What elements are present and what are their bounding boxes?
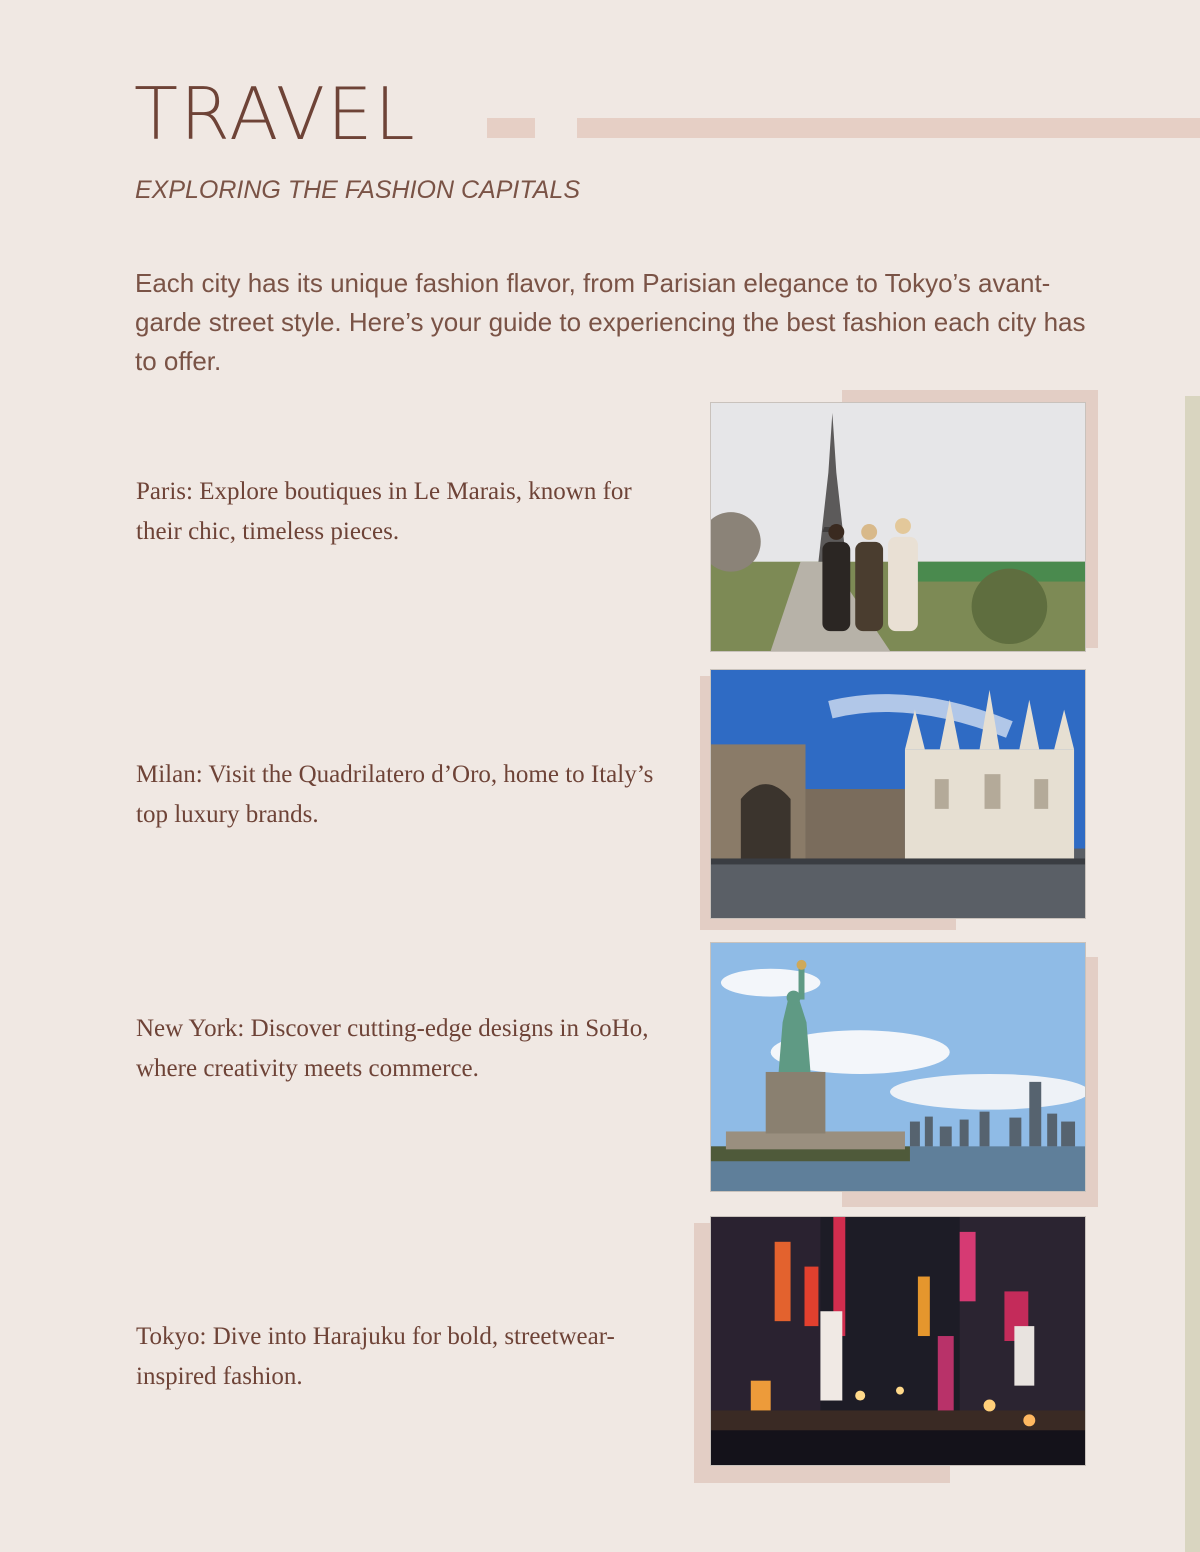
intro-paragraph: Each city has its unique fashion flavor, from Parisian elegance to Tokyo’s avant-garde street style. Here’s your guide to experiencing the best fashion each city has to offer. <box>135 268 1086 376</box>
city-text-milan: Milan: Visit the Quadrilatero d’Oro, home to Italy’s top luxury brands. <box>136 761 654 828</box>
city-text-new-york: New York: Discover cutting-edge designs in SoHo, where creativity meets commerce. <box>136 1015 649 1082</box>
page-title: TRAVEL <box>134 72 417 156</box>
decorative-bar-long <box>577 118 1200 138</box>
decorative-bar-short <box>487 118 535 138</box>
city-text-paris: Paris: Explore boutiques in Le Marais, known for their chic, timeless pieces. <box>136 478 632 545</box>
tokyo-night-street-photo <box>710 1216 1086 1466</box>
milan-cathedral-photo <box>710 669 1086 919</box>
decorative-side-rail <box>1185 396 1200 1552</box>
eiffel-tower-photo <box>710 402 1086 652</box>
page-subtitle: EXPLORING THE FASHION CAPITALS <box>135 176 580 204</box>
city-text-tokyo: Tokyo: Dive into Harajuku for bold, streetwear-inspired fashion. <box>136 1323 615 1390</box>
statue-of-liberty-photo <box>710 942 1086 1192</box>
